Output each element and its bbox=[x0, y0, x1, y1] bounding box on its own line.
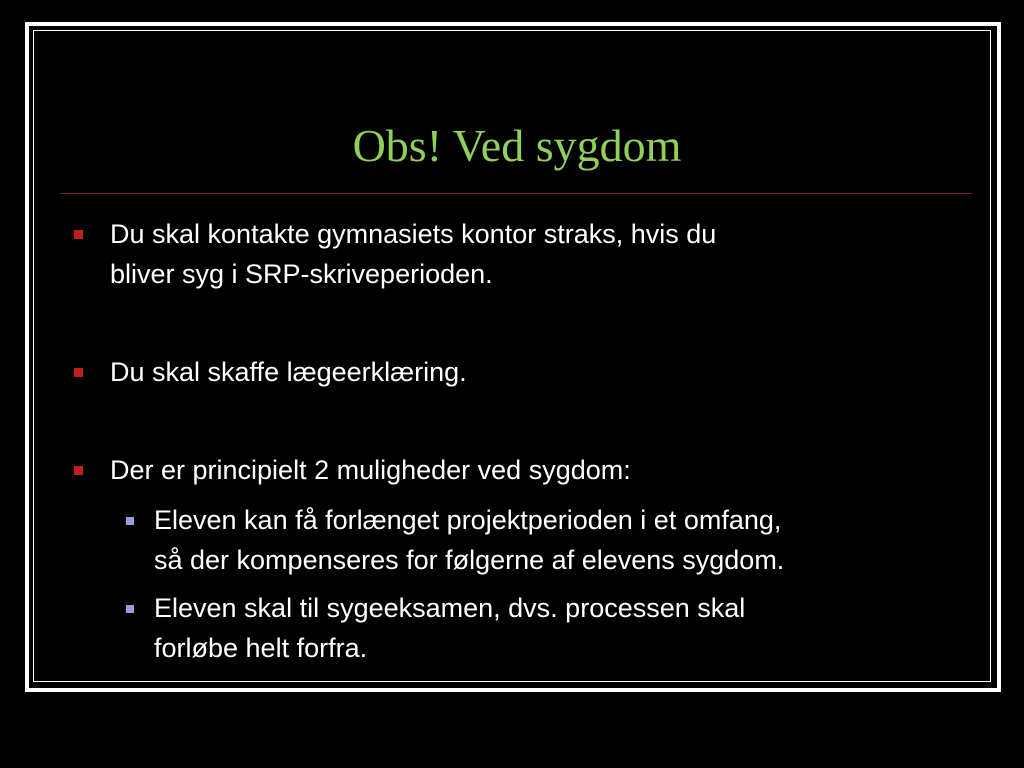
sub-bullet-item bbox=[154, 500, 974, 580]
bullet-line: bliver syg i SRP-skriveperioden. bbox=[110, 259, 493, 289]
square-bullet-icon bbox=[74, 466, 83, 475]
bullet-item bbox=[110, 450, 970, 490]
square-bullet-icon bbox=[74, 230, 83, 239]
square-bullet-icon bbox=[74, 368, 83, 377]
sub-bullet-line: Eleven skal til sygeeksamen, dvs. processen skal bbox=[154, 593, 746, 623]
bullet-item bbox=[110, 352, 970, 392]
sub-bullet-line: Eleven kan få forlænget projektperioden i et omfang, bbox=[154, 505, 782, 535]
bullet-line: Du skal skaffe lægeerklæring. bbox=[110, 357, 467, 387]
square-sub-bullet-icon bbox=[126, 517, 134, 525]
bullet-line: Der er principielt 2 muligheder ved sygdom: bbox=[110, 455, 631, 485]
square-sub-bullet-icon bbox=[126, 605, 134, 613]
sub-bullet-line: så der kompenseres for følgerne af elevens sygdom. bbox=[154, 545, 785, 575]
sub-bullet-item bbox=[154, 588, 974, 668]
slide-title: Obs! Ved sygdom bbox=[352, 120, 682, 171]
sub-bullet-line: forløbe helt forfra. bbox=[154, 633, 368, 663]
bullet-item bbox=[110, 214, 970, 294]
bullet-line: Du skal kontakte gymnasiets kontor straks, hvis du bbox=[110, 219, 717, 249]
